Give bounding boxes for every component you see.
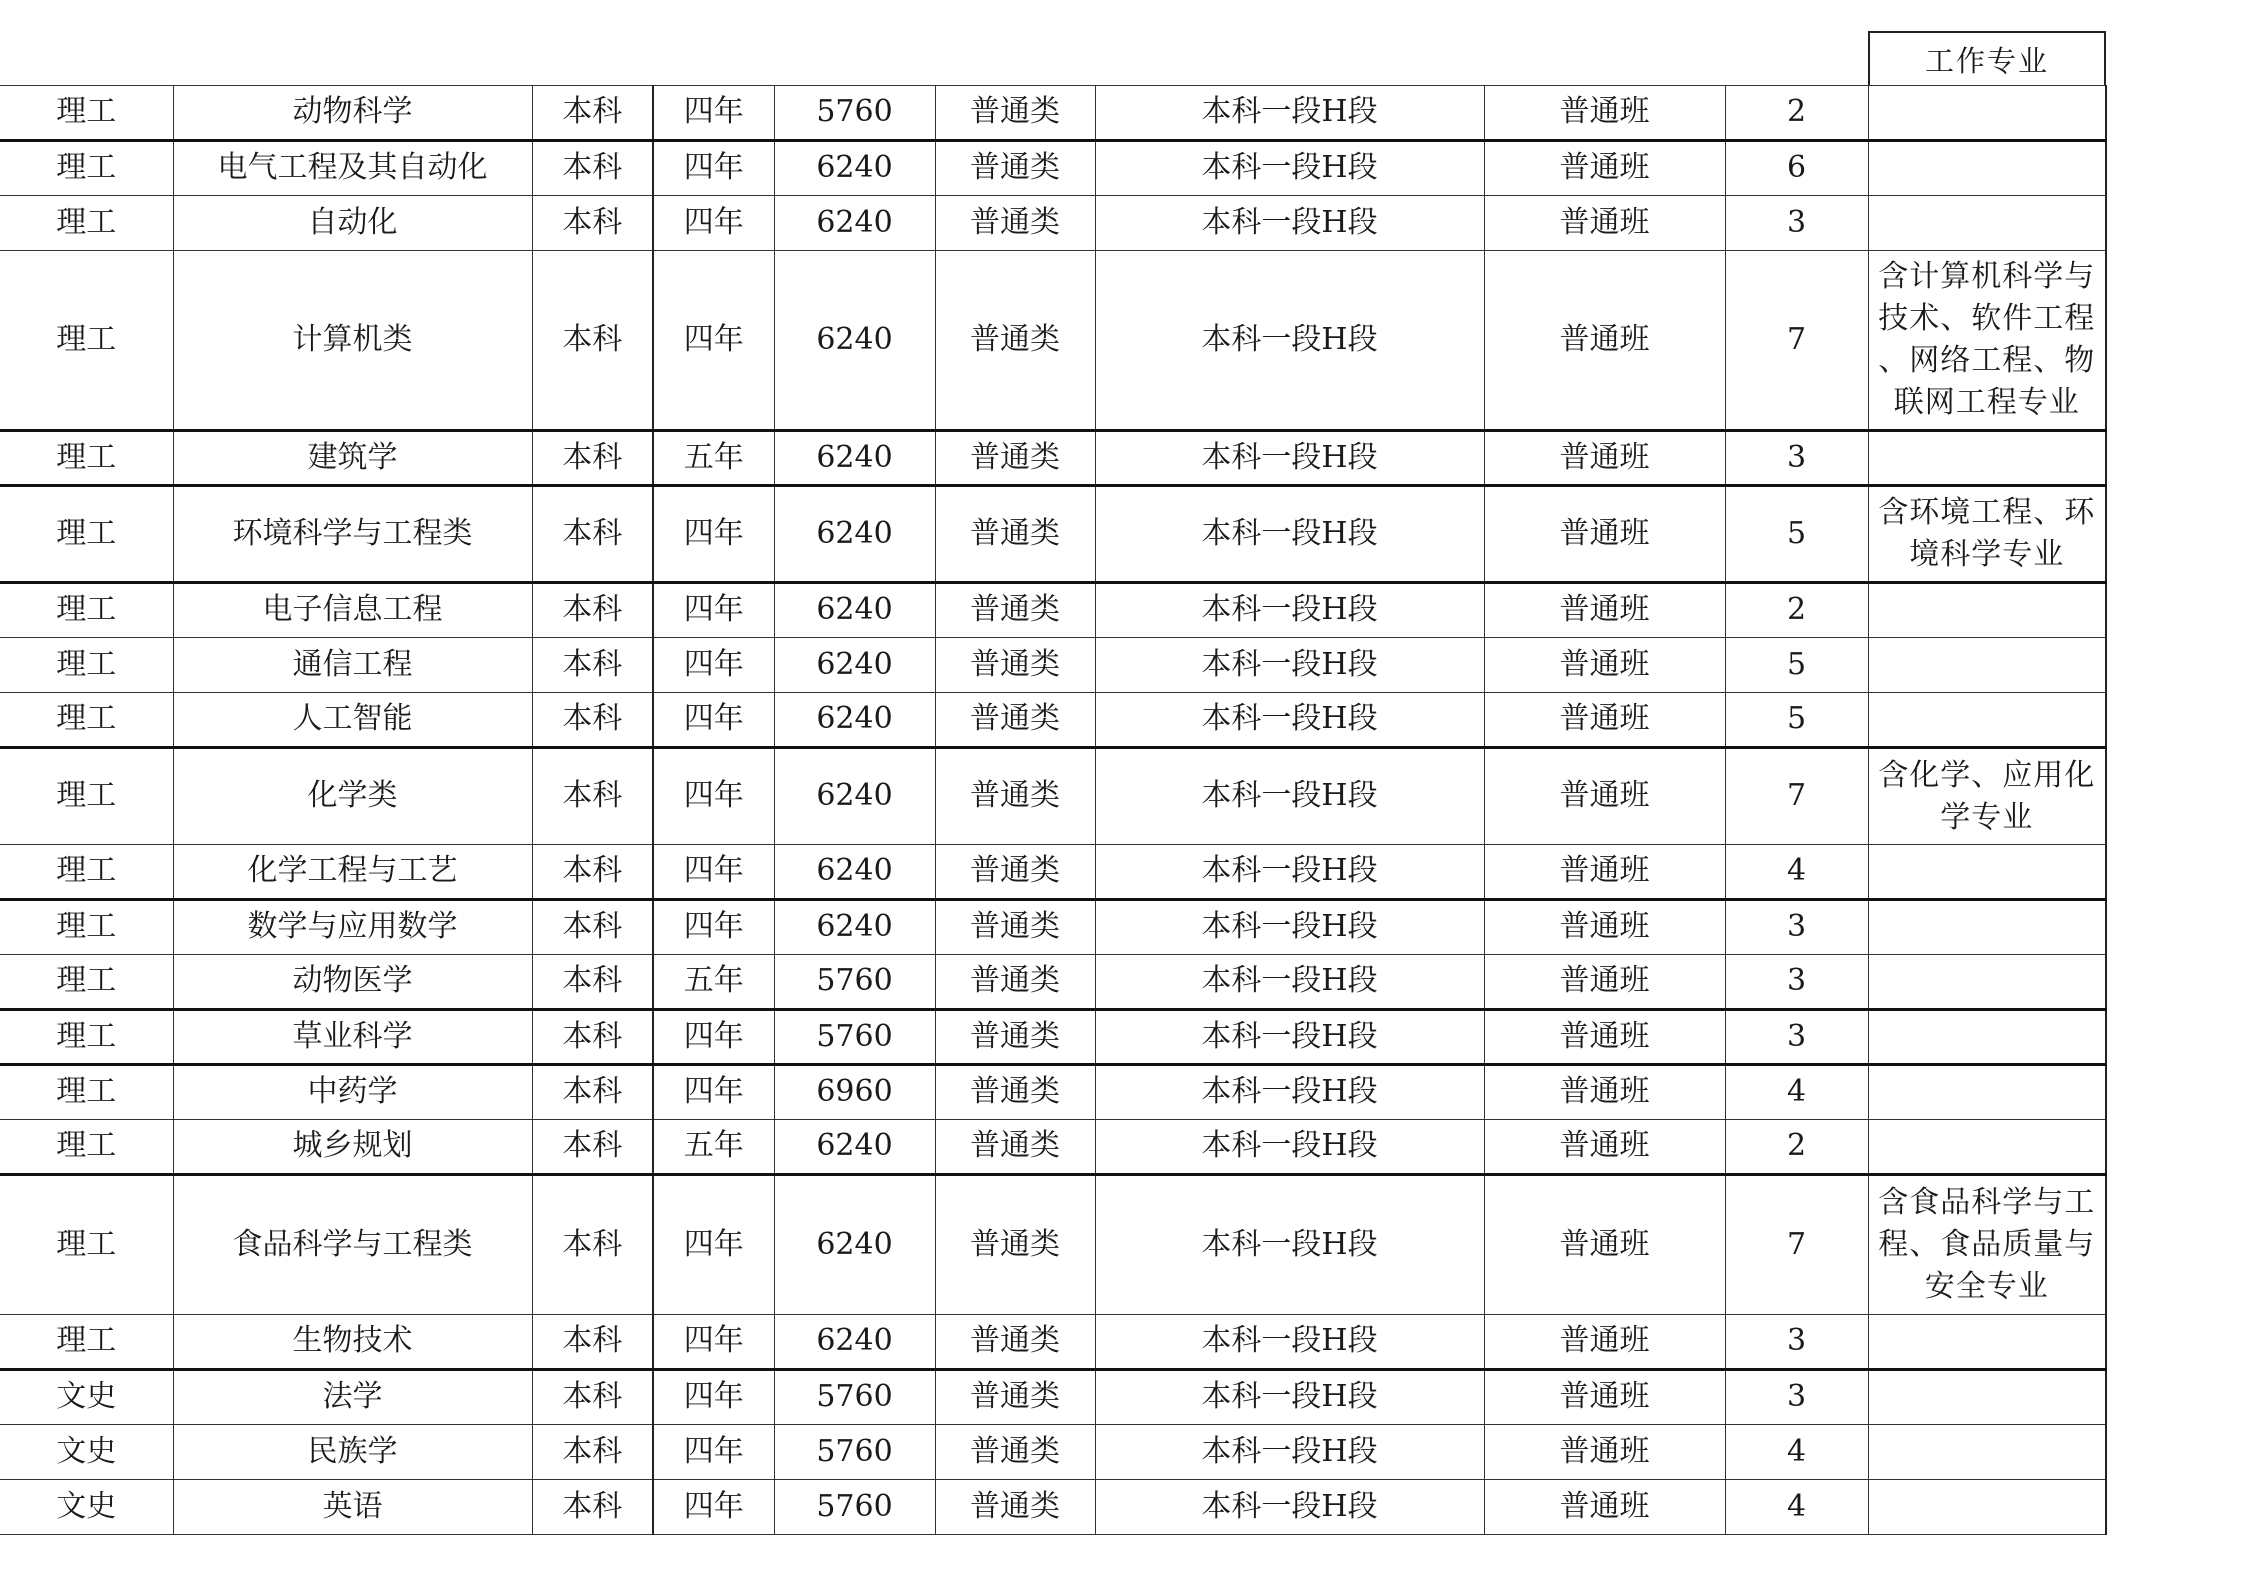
table-row: [0, 693, 2106, 748]
duration-cell: 四年: [653, 86, 774, 141]
remarks-cell: [1868, 1425, 2106, 1480]
degree-level-cell: 本科: [532, 1315, 653, 1370]
class-type-cell: 普通班: [1484, 251, 1725, 431]
batch-cell: 本科一段H段: [1095, 86, 1484, 141]
class-type-cell: 普通班: [1484, 1010, 1725, 1065]
table-row: [0, 196, 2106, 251]
admission-type-cell: 普通类: [935, 1120, 1095, 1175]
category-cell: 理工: [0, 583, 173, 638]
plan-count-cell: 3: [1725, 955, 1868, 1010]
batch-cell: 本科一段H段: [1095, 1065, 1484, 1120]
plan-count-cell: 3: [1725, 196, 1868, 251]
batch-cell: 本科一段H段: [1095, 1175, 1484, 1315]
duration-cell: 四年: [653, 1065, 774, 1120]
remarks-line: 联网工程专业: [1893, 385, 2080, 420]
category-cell: 理工: [0, 86, 173, 141]
plan-count-cell: 2: [1725, 1120, 1868, 1175]
class-type-cell: 普通班: [1484, 1425, 1725, 1480]
table-row: [0, 845, 2106, 900]
major-name-cell: 生物技术: [173, 1315, 532, 1370]
major-name-cell: 动物医学: [173, 955, 532, 1010]
class-type-cell: 普通班: [1484, 486, 1725, 583]
class-type-cell: 普通班: [1484, 1065, 1725, 1120]
duration-cell: 五年: [653, 955, 774, 1010]
remarks-cell: [1868, 1370, 2106, 1425]
major-name-cell: 人工智能: [173, 693, 532, 748]
major-name-cell: 电子信息工程: [173, 583, 532, 638]
major-name-cell: 电气工程及其自动化: [173, 141, 532, 196]
table-row: [0, 583, 2106, 638]
major-name-cell: 食品科学与工程类: [173, 1175, 532, 1315]
admission-type-cell: 普通类: [935, 1175, 1095, 1315]
plan-count-cell: 4: [1725, 1425, 1868, 1480]
duration-cell: 四年: [653, 638, 774, 693]
remarks-cell: [1868, 1120, 2106, 1175]
remarks-cell: [1868, 693, 2106, 748]
plan-count-cell: 3: [1725, 431, 1868, 486]
tuition-fee-cell: 6240: [774, 583, 935, 638]
plan-count-cell: 5: [1725, 638, 1868, 693]
remarks-cell: [1868, 1175, 2106, 1315]
table-row: [0, 638, 2106, 693]
admission-type-cell: 普通类: [935, 431, 1095, 486]
category-cell: 理工: [0, 196, 173, 251]
plan-count-cell: 3: [1725, 1315, 1868, 1370]
category-cell: 理工: [0, 486, 173, 583]
remarks-line: 、网络工程、物: [1878, 343, 2096, 378]
tuition-fee-cell: 5760: [774, 1010, 935, 1065]
tuition-fee-cell: 6240: [774, 486, 935, 583]
admission-type-cell: 普通类: [935, 1315, 1095, 1370]
batch-cell: 本科一段H段: [1095, 1425, 1484, 1480]
remarks-line: 含环境工程、环: [1878, 495, 2096, 530]
class-type-cell: 普通班: [1484, 583, 1725, 638]
tuition-fee-cell: 5760: [774, 1370, 935, 1425]
degree-level-cell: 本科: [532, 748, 653, 845]
plan-count-cell: 6: [1725, 141, 1868, 196]
duration-cell: 四年: [653, 1370, 774, 1425]
admission-type-cell: 普通类: [935, 638, 1095, 693]
tuition-fee-cell: 5760: [774, 86, 935, 141]
table-row: [0, 1425, 2106, 1480]
major-name-cell: 化学工程与工艺: [173, 845, 532, 900]
duration-cell: 四年: [653, 845, 774, 900]
plan-count-cell: 5: [1725, 486, 1868, 583]
category-cell: 理工: [0, 638, 173, 693]
class-type-cell: 普通班: [1484, 431, 1725, 486]
remarks-cell: [1868, 1315, 2106, 1370]
category-cell: 理工: [0, 1175, 173, 1315]
tuition-fee-cell: 6240: [774, 1315, 935, 1370]
category-cell: 理工: [0, 955, 173, 1010]
degree-level-cell: 本科: [532, 955, 653, 1010]
table-row: [0, 141, 2106, 196]
category-cell: 理工: [0, 1010, 173, 1065]
tuition-fee-cell: 6240: [774, 1175, 935, 1315]
tuition-fee-cell: 6240: [774, 638, 935, 693]
batch-cell: 本科一段H段: [1095, 1315, 1484, 1370]
tuition-fee-cell: 6240: [774, 251, 935, 431]
major-name-cell: 计算机类: [173, 251, 532, 431]
category-cell: 理工: [0, 1315, 173, 1370]
plan-count-cell: 3: [1725, 1010, 1868, 1065]
admission-type-cell: 普通类: [935, 1425, 1095, 1480]
degree-level-cell: 本科: [532, 1120, 653, 1175]
tuition-fee-cell: 5760: [774, 955, 935, 1010]
duration-cell: 四年: [653, 1315, 774, 1370]
remarks-cell: [1868, 1010, 2106, 1065]
category-cell: 理工: [0, 141, 173, 196]
remarks-line: 安全专业: [1924, 1269, 2049, 1304]
major-name-cell: 法学: [173, 1370, 532, 1425]
duration-cell: 四年: [653, 583, 774, 638]
major-name-cell: 动物科学: [173, 86, 532, 141]
plan-count-cell: 2: [1725, 86, 1868, 141]
tuition-fee-cell: 6960: [774, 1065, 935, 1120]
admission-type-cell: 普通类: [935, 1010, 1095, 1065]
category-cell: 文史: [0, 1370, 173, 1425]
batch-cell: 本科一段H段: [1095, 693, 1484, 748]
plan-count-cell: 7: [1725, 251, 1868, 431]
plan-count-cell: 5: [1725, 693, 1868, 748]
batch-cell: 本科一段H段: [1095, 141, 1484, 196]
class-type-cell: 普通班: [1484, 900, 1725, 955]
tuition-fee-cell: 6240: [774, 431, 935, 486]
admission-type-cell: 普通类: [935, 900, 1095, 955]
degree-level-cell: 本科: [532, 1175, 653, 1315]
remarks-cell: [1868, 900, 2106, 955]
duration-cell: 五年: [653, 1120, 774, 1175]
category-cell: 理工: [0, 251, 173, 431]
remarks-cell: [1868, 431, 2106, 486]
batch-cell: 本科一段H段: [1095, 900, 1484, 955]
remarks-line: 含食品科学与工: [1878, 1185, 2096, 1220]
tuition-fee-cell: 6240: [774, 196, 935, 251]
batch-cell: 本科一段H段: [1095, 955, 1484, 1010]
class-type-cell: 普通班: [1484, 141, 1725, 196]
plan-count-cell: 4: [1725, 1480, 1868, 1535]
enrollment-plan-table: [0, 85, 2107, 1535]
remarks-cell: [1868, 141, 2106, 196]
major-name-cell: 通信工程: [173, 638, 532, 693]
tuition-fee-cell: 6240: [774, 900, 935, 955]
duration-cell: 四年: [653, 196, 774, 251]
table-row: [0, 955, 2106, 1010]
remarks-cell: [1868, 748, 2106, 845]
major-name-cell: 化学类: [173, 748, 532, 845]
batch-cell: 本科一段H段: [1095, 583, 1484, 638]
duration-cell: 四年: [653, 1010, 774, 1065]
batch-cell: 本科一段H段: [1095, 431, 1484, 486]
remarks-cell: [1868, 1480, 2106, 1535]
class-type-cell: 普通班: [1484, 1370, 1725, 1425]
table-row: [0, 1175, 2106, 1315]
batch-cell: 本科一段H段: [1095, 196, 1484, 251]
admission-type-cell: 普通类: [935, 955, 1095, 1010]
duration-cell: 五年: [653, 431, 774, 486]
duration-cell: 四年: [653, 1175, 774, 1315]
major-name-cell: 中药学: [173, 1065, 532, 1120]
degree-level-cell: 本科: [532, 583, 653, 638]
duration-cell: 四年: [653, 251, 774, 431]
admission-type-cell: 普通类: [935, 583, 1095, 638]
degree-level-cell: 本科: [532, 1065, 653, 1120]
major-name-cell: 民族学: [173, 1425, 532, 1480]
tuition-fee-cell: 6240: [774, 748, 935, 845]
remarks-cell: [1868, 638, 2106, 693]
class-type-cell: 普通班: [1484, 86, 1725, 141]
admission-type-cell: 普通类: [935, 693, 1095, 748]
tuition-fee-cell: 6240: [774, 141, 935, 196]
plan-count-cell: 4: [1725, 1065, 1868, 1120]
admission-type-cell: 普通类: [935, 1065, 1095, 1120]
table-row: [0, 431, 2106, 486]
remarks-cell: [1868, 955, 2106, 1010]
batch-cell: 本科一段H段: [1095, 1370, 1484, 1425]
major-name-cell: 草业科学: [173, 1010, 532, 1065]
plan-count-cell: 2: [1725, 583, 1868, 638]
duration-cell: 四年: [653, 1425, 774, 1480]
duration-cell: 四年: [653, 141, 774, 196]
degree-level-cell: 本科: [532, 638, 653, 693]
plan-count-cell: 3: [1725, 1370, 1868, 1425]
major-name-cell: 自动化: [173, 196, 532, 251]
degree-level-cell: 本科: [532, 1425, 653, 1480]
degree-level-cell: 本科: [532, 196, 653, 251]
admission-type-cell: 普通类: [935, 196, 1095, 251]
class-type-cell: 普通班: [1484, 845, 1725, 900]
table-row: [0, 86, 2106, 141]
remarks-cell: [1868, 486, 2106, 583]
duration-cell: 四年: [653, 748, 774, 845]
table-row: [0, 1315, 2106, 1370]
degree-level-cell: 本科: [532, 1480, 653, 1535]
table-row: [0, 1120, 2106, 1175]
category-cell: 理工: [0, 1065, 173, 1120]
class-type-cell: 普通班: [1484, 1120, 1725, 1175]
batch-cell: 本科一段H段: [1095, 748, 1484, 845]
class-type-cell: 普通班: [1484, 1175, 1725, 1315]
class-type-cell: 普通班: [1484, 196, 1725, 251]
category-cell: 理工: [0, 900, 173, 955]
table-row: [0, 251, 2106, 431]
table-row: [0, 1480, 2106, 1535]
category-cell: 理工: [0, 693, 173, 748]
tuition-fee-cell: 6240: [774, 693, 935, 748]
major-name-cell: 英语: [173, 1480, 532, 1535]
remarks-cell: [1868, 845, 2106, 900]
category-cell: 理工: [0, 1120, 173, 1175]
batch-cell: 本科一段H段: [1095, 638, 1484, 693]
degree-level-cell: 本科: [532, 86, 653, 141]
batch-cell: 本科一段H段: [1095, 1120, 1484, 1175]
remarks-line: 含化学、应用化: [1878, 757, 2096, 793]
class-type-cell: 普通班: [1484, 955, 1725, 1010]
remarks-cell: [1868, 196, 2106, 251]
remarks-cell: [1868, 251, 2106, 431]
tuition-fee-cell: 6240: [774, 1120, 935, 1175]
degree-level-cell: 本科: [532, 1370, 653, 1425]
major-name-cell: 城乡规划: [173, 1120, 532, 1175]
table-row: [0, 1065, 2106, 1120]
plan-count-cell: 4: [1725, 845, 1868, 900]
tuition-fee-cell: 5760: [774, 1480, 935, 1535]
admission-type-cell: 普通类: [935, 845, 1095, 900]
tuition-fee-cell: 6240: [774, 845, 935, 900]
table-body: [0, 86, 2106, 1535]
tuition-fee-cell: 5760: [774, 1425, 935, 1480]
admission-type-cell: 普通类: [935, 251, 1095, 431]
major-name-cell: 建筑学: [173, 431, 532, 486]
duration-cell: 四年: [653, 486, 774, 583]
degree-level-cell: 本科: [532, 845, 653, 900]
duration-cell: 四年: [653, 1480, 774, 1535]
admission-type-cell: 普通类: [935, 748, 1095, 845]
class-type-cell: 普通班: [1484, 638, 1725, 693]
table-row: [0, 748, 2106, 845]
remarks-line: 境科学专业: [1909, 537, 2065, 572]
batch-cell: 本科一段H段: [1095, 845, 1484, 900]
degree-level-cell: 本科: [532, 251, 653, 431]
batch-cell: 本科一段H段: [1095, 486, 1484, 583]
duration-cell: 四年: [653, 693, 774, 748]
category-cell: 理工: [0, 748, 173, 845]
degree-level-cell: 本科: [532, 141, 653, 196]
table-row: [0, 900, 2106, 955]
table-row: [0, 486, 2106, 583]
class-type-cell: 普通班: [1484, 1315, 1725, 1370]
remarks-line: 学专业: [1940, 799, 2034, 835]
degree-level-cell: 本科: [532, 431, 653, 486]
degree-level-cell: 本科: [532, 693, 653, 748]
table-row: [0, 1370, 2106, 1425]
remarks-cell: [1868, 86, 2106, 141]
category-cell: 理工: [0, 431, 173, 486]
admission-type-cell: 普通类: [935, 486, 1095, 583]
class-type-cell: 普通班: [1484, 1480, 1725, 1535]
table-row: [0, 1010, 2106, 1065]
class-type-cell: 普通班: [1484, 693, 1725, 748]
remarks-line: 程、食品质量与: [1878, 1227, 2096, 1262]
plan-count-cell: 7: [1725, 1175, 1868, 1315]
degree-level-cell: 本科: [532, 486, 653, 583]
remarks-line: 技术、软件工程: [1878, 301, 2096, 336]
admission-type-cell: 普通类: [935, 141, 1095, 196]
category-cell: 文史: [0, 1425, 173, 1480]
remarks-cell: [1868, 583, 2106, 638]
remarks-cell: [1868, 1065, 2106, 1120]
admission-type-cell: 普通类: [935, 1370, 1095, 1425]
batch-cell: 本科一段H段: [1095, 1480, 1484, 1535]
category-cell: 文史: [0, 1480, 173, 1535]
degree-level-cell: 本科: [532, 1010, 653, 1065]
plan-count-cell: 7: [1725, 748, 1868, 845]
class-type-cell: 普通班: [1484, 748, 1725, 845]
admission-type-cell: 普通类: [935, 1480, 1095, 1535]
batch-cell: 本科一段H段: [1095, 251, 1484, 431]
remarks-line: 含计算机科学与: [1878, 259, 2096, 294]
plan-count-cell: 3: [1725, 900, 1868, 955]
batch-cell: 本科一段H段: [1095, 1010, 1484, 1065]
major-name-cell: 数学与应用数学: [173, 900, 532, 955]
duration-cell: 四年: [653, 900, 774, 955]
major-name-cell: 环境科学与工程类: [173, 486, 532, 583]
category-cell: 理工: [0, 845, 173, 900]
admission-type-cell: 普通类: [935, 86, 1095, 141]
note-column-header: 工作专业: [1868, 31, 2106, 85]
degree-level-cell: 本科: [532, 900, 653, 955]
